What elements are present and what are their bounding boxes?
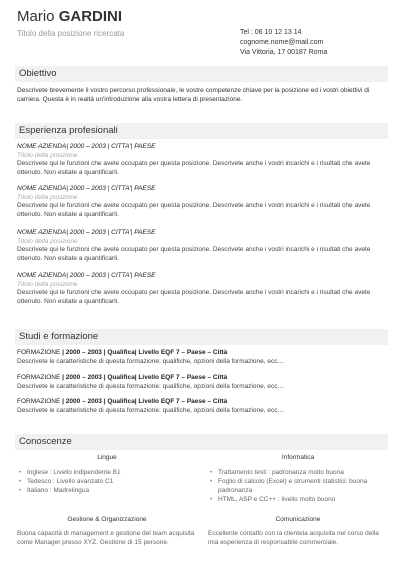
study-entry bbox=[17, 397, 389, 415]
last-name: GARDINI bbox=[58, 8, 123, 25]
language-item: • Inglese : Livello indipendente B1 bbox=[17, 468, 197, 477]
study-description: Descrivete le caratteristiche di questa formazione: qualifiche, opzioni della formazione, ecc… bbox=[17, 358, 284, 365]
section-header-studies: Studi e formazione bbox=[15, 329, 388, 345]
job-position: Titolo della posizione bbox=[17, 237, 78, 245]
job-entry bbox=[17, 143, 389, 177]
study-title bbox=[17, 397, 389, 406]
study-description: Descrivete le caratteristiche di questa formazione: qualifiche, opzioni della formazione, ecc… bbox=[17, 407, 284, 414]
phone: Tel : 06 10 12 13 14 bbox=[240, 29, 302, 36]
job-entry bbox=[17, 185, 389, 219]
candidate-name bbox=[17, 8, 122, 25]
language-item: • Tedesco : Livello avanzato C1 bbox=[17, 477, 197, 486]
communication-title: Comunicazione bbox=[275, 516, 321, 523]
objective-text: Descrivete brevemente il vostro percorso professionale, le vostre competenze chiave per la posizione ed i vostri obiettivi di carriera. Questa è in realtà un'introduzione alla vostra lettera di presentazione. bbox=[17, 87, 370, 103]
computing-title: Informatica bbox=[281, 454, 315, 461]
study-label: FORMAZIONE bbox=[17, 374, 61, 381]
job-description: Descrivete qui le funzioni che avete occupato per questa posizione. Descrivete anche i vostri incarichi e i risultati che avete ottenuto. Non esitate a quantificarli. bbox=[17, 160, 371, 176]
management-title: Gestione & Organizzazione bbox=[67, 516, 147, 523]
job-description: Descrivete qui le funzioni che avete occupato per questa posizione. Descrivete anche i vostri incarichi e i risultati che avete ottenuto. Non esitate a quantificarli. bbox=[17, 246, 371, 262]
job-position: Titolo della posizione bbox=[17, 151, 78, 159]
study-title bbox=[17, 348, 389, 357]
section-header-skills: Conoscenze bbox=[15, 434, 388, 450]
study-entry bbox=[17, 348, 389, 366]
languages-title: Lingue bbox=[97, 454, 117, 461]
email: cognome.nome@mail.com bbox=[240, 39, 324, 46]
study-details: | 2000 – 2003 | Qualifica| Livello EQF 7 – Paese – Città bbox=[60, 349, 228, 356]
job-entry bbox=[17, 272, 389, 306]
job-description: Descrivete qui le funzioni che avete occupato per questa posizione. Descrivete anche i vostri incarichi e i risultati che avete ottenuto. Non esitate a quantificarli. bbox=[17, 202, 371, 218]
study-title bbox=[17, 373, 389, 382]
job-entry bbox=[17, 229, 389, 263]
job-title: NOME AZIENDA| 2000 – 2003 | CITTA'| PAESE bbox=[17, 229, 156, 236]
job-position: Titolo della posizione bbox=[17, 280, 78, 288]
job-position: Titolo della posizione bbox=[17, 193, 78, 201]
study-description: Descrivete le caratteristiche di questa formazione: qualifiche, opzioni della formazione, ecc… bbox=[17, 383, 284, 390]
communication-text: Eccellente contatto con la clientela acquisita nel corso della mia esperienza di responsabile commerciale. bbox=[208, 530, 379, 546]
section-header-experience: Esperienza profesionali bbox=[15, 123, 388, 139]
job-title: NOME AZIENDA| 2000 – 2003 | CITTA'| PAESE bbox=[17, 272, 156, 279]
study-label: FORMAZIONE bbox=[17, 398, 61, 405]
address: Via Vittoria, 17 00187 Roma bbox=[240, 49, 328, 56]
study-details: | 2000 – 2003 | Qualifica| Livello EQF 7 – Paese – Città bbox=[60, 398, 228, 405]
job-description: Descrivete qui le funzioni che avete occupato per questa posizione. Descrivete anche i vostri incarichi e i risultati che avete ottenuto. Non esitate a quantificarli. bbox=[17, 289, 371, 305]
computing-list bbox=[208, 468, 378, 504]
first-name: Mario bbox=[17, 8, 55, 25]
languages-list bbox=[17, 468, 197, 495]
section-header-objective: Obiettivo bbox=[15, 66, 388, 82]
job-title: NOME AZIENDA| 2000 – 2003 | CITTA'| PAESE bbox=[17, 143, 156, 150]
study-entry bbox=[17, 373, 389, 391]
position-subtitle: Titolo della posizione ricercata bbox=[17, 29, 125, 38]
computing-item: • Trattamento testi : padronanza molto buona bbox=[208, 468, 378, 477]
management-text: Buona capacità di management e gestione del team acquisita come Manager presso XYZ. Gestione di 15 persone. bbox=[17, 530, 195, 546]
job-title: NOME AZIENDA| 2000 – 2003 | CITTA'| PAESE bbox=[17, 185, 156, 192]
contact-block bbox=[240, 28, 327, 58]
study-label: FORMAZIONE bbox=[17, 349, 61, 356]
computing-item: • Foglio di calcolo (Excel) e strumenti statistici: buona padronanza bbox=[208, 477, 378, 495]
study-details: | 2000 – 2003 | Qualifica| Livello EQF 7 – Paese – Città bbox=[60, 374, 228, 381]
language-item: • Italiano : Madrelingua bbox=[17, 486, 197, 495]
computing-item: • HTML, ASP e CC++ : livello molto buono bbox=[208, 495, 378, 504]
